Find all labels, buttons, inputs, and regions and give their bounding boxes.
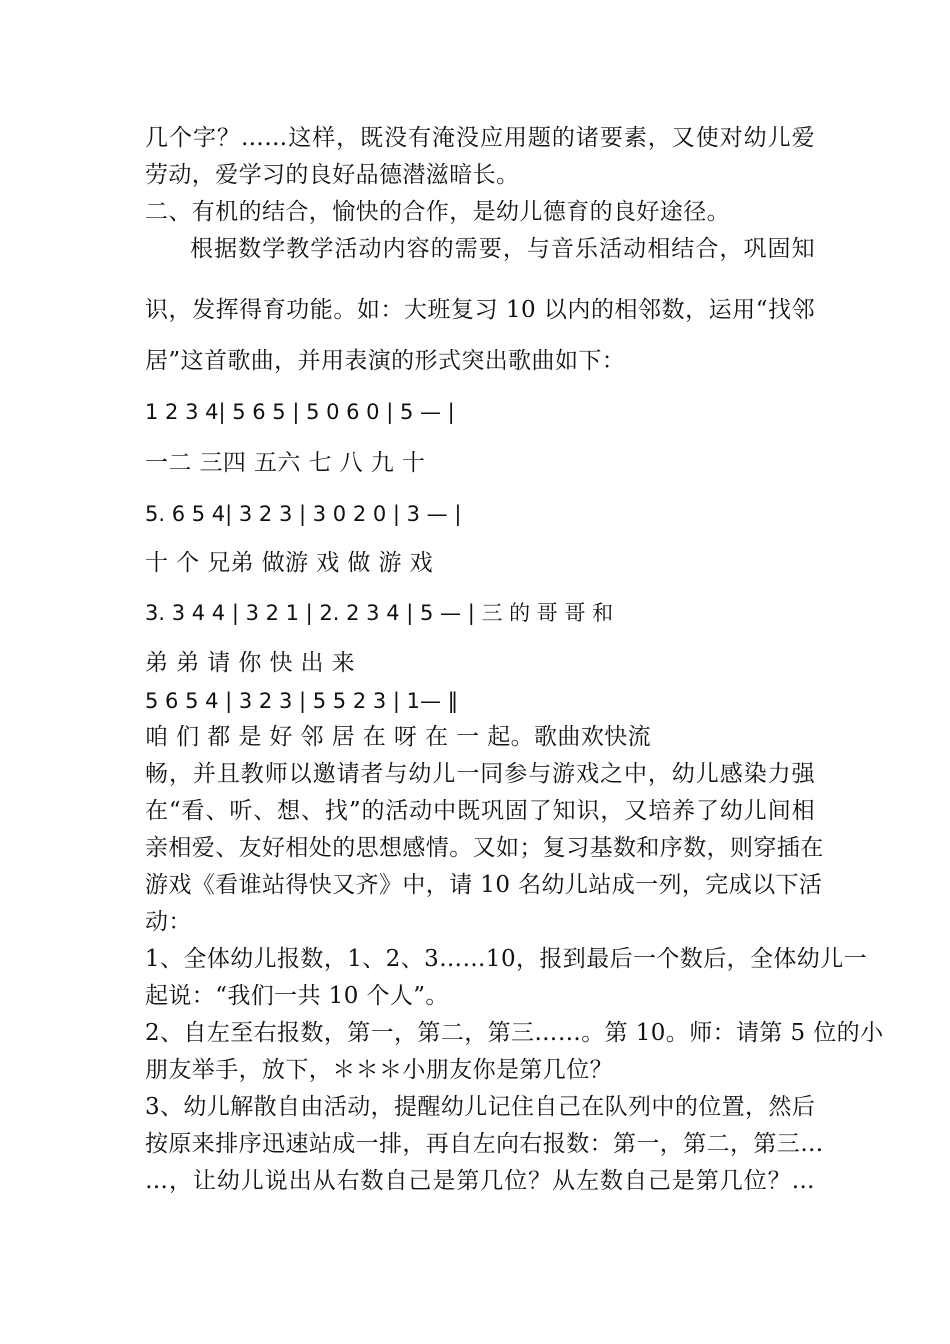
paragraph-line: 根据数学教学活动内容的需要，与音乐活动相结合，巩固知 — [190, 236, 815, 262]
paragraph-line: 居”这首歌曲，并用表演的形式突出歌曲如下： — [145, 348, 626, 374]
lyrics-line: 咱 们 都 是 好 邻 居 在 呀 在 一 起。歌曲欢快流 — [145, 724, 652, 750]
list-item-continued: …，让幼儿说出从右数自己是第几位？从左数自己是第几位？… — [145, 1168, 815, 1194]
lyrics-line: 一二 三四 五六 七 八 九 十 — [145, 450, 426, 476]
paragraph-line: 几个字？……这样，既没有淹没应用题的诸要素，又使对幼儿爱 — [145, 125, 815, 151]
section-heading: 二、有机的结合，愉快的合作，是幼儿德育的良好途径。 — [145, 199, 730, 225]
paragraph-line: 畅，并且教师以邀请者与幼儿一同参与游戏之中，幼儿感染力强 — [145, 761, 815, 787]
list-item-continued: 按原来排序迅速站成一排，再自左向右报数：第一，第二，第三… — [145, 1131, 824, 1157]
list-item: 3、幼儿解散自由活动，提醒幼儿记住自己在队列中的位置，然后 — [145, 1094, 816, 1120]
paragraph-line: 在“看、听、想、找”的活动中既巩固了知识，又培养了幼儿间相 — [145, 798, 815, 824]
lyrics-line: 十 个 兄弟 做游 戏 做 游 戏 — [145, 550, 433, 576]
lyrics-line: 弟 弟 请 你 快 出 来 — [145, 650, 356, 676]
list-item-continued: 朋友举手，放下，＊＊＊小朋友你是第几位？ — [145, 1057, 613, 1083]
paragraph-line: 劳动，爱学习的良好品德潜滋暗长。 — [145, 162, 520, 188]
music-notation-line: 1 2 3 4| 5 6 5 | 5 0 6 0 | 5 — | — [145, 400, 455, 424]
paragraph-line: 识，发挥得育功能。如：大班复习 10 以内的相邻数，运用“找邻 — [145, 297, 815, 323]
music-notation-line: 3. 3 4 4 | 3 2 1 | 2. 2 3 4 | 5 — | 三 的 哥 哥 和 — [145, 601, 614, 625]
paragraph-line: 动： — [145, 909, 192, 935]
music-notation-line: 5 6 5 4 | 3 2 3 | 5 5 2 3 | 1— ‖ — [145, 689, 459, 713]
list-item-continued: 起说：“我们一共 10 个人”。 — [145, 983, 449, 1009]
list-item: 2、自左至右报数，第一，第二，第三……。第 10。师：请第 5 位的小 — [145, 1020, 884, 1046]
music-notation-line: 5. 6 5 4| 3 2 3 | 3 0 2 0 | 3 — | — [145, 502, 462, 526]
paragraph-line: 游戏《看谁站得快又齐》中，请 10 名幼儿站成一列，完成以下活 — [145, 872, 823, 898]
list-item: 1、全体幼儿报数，1、2、3……10，报到最后一个数后，全体幼儿一 — [145, 946, 867, 972]
paragraph-line: 亲相爱、友好相处的思想感情。又如；复习基数和序数，则穿插在 — [145, 835, 824, 861]
